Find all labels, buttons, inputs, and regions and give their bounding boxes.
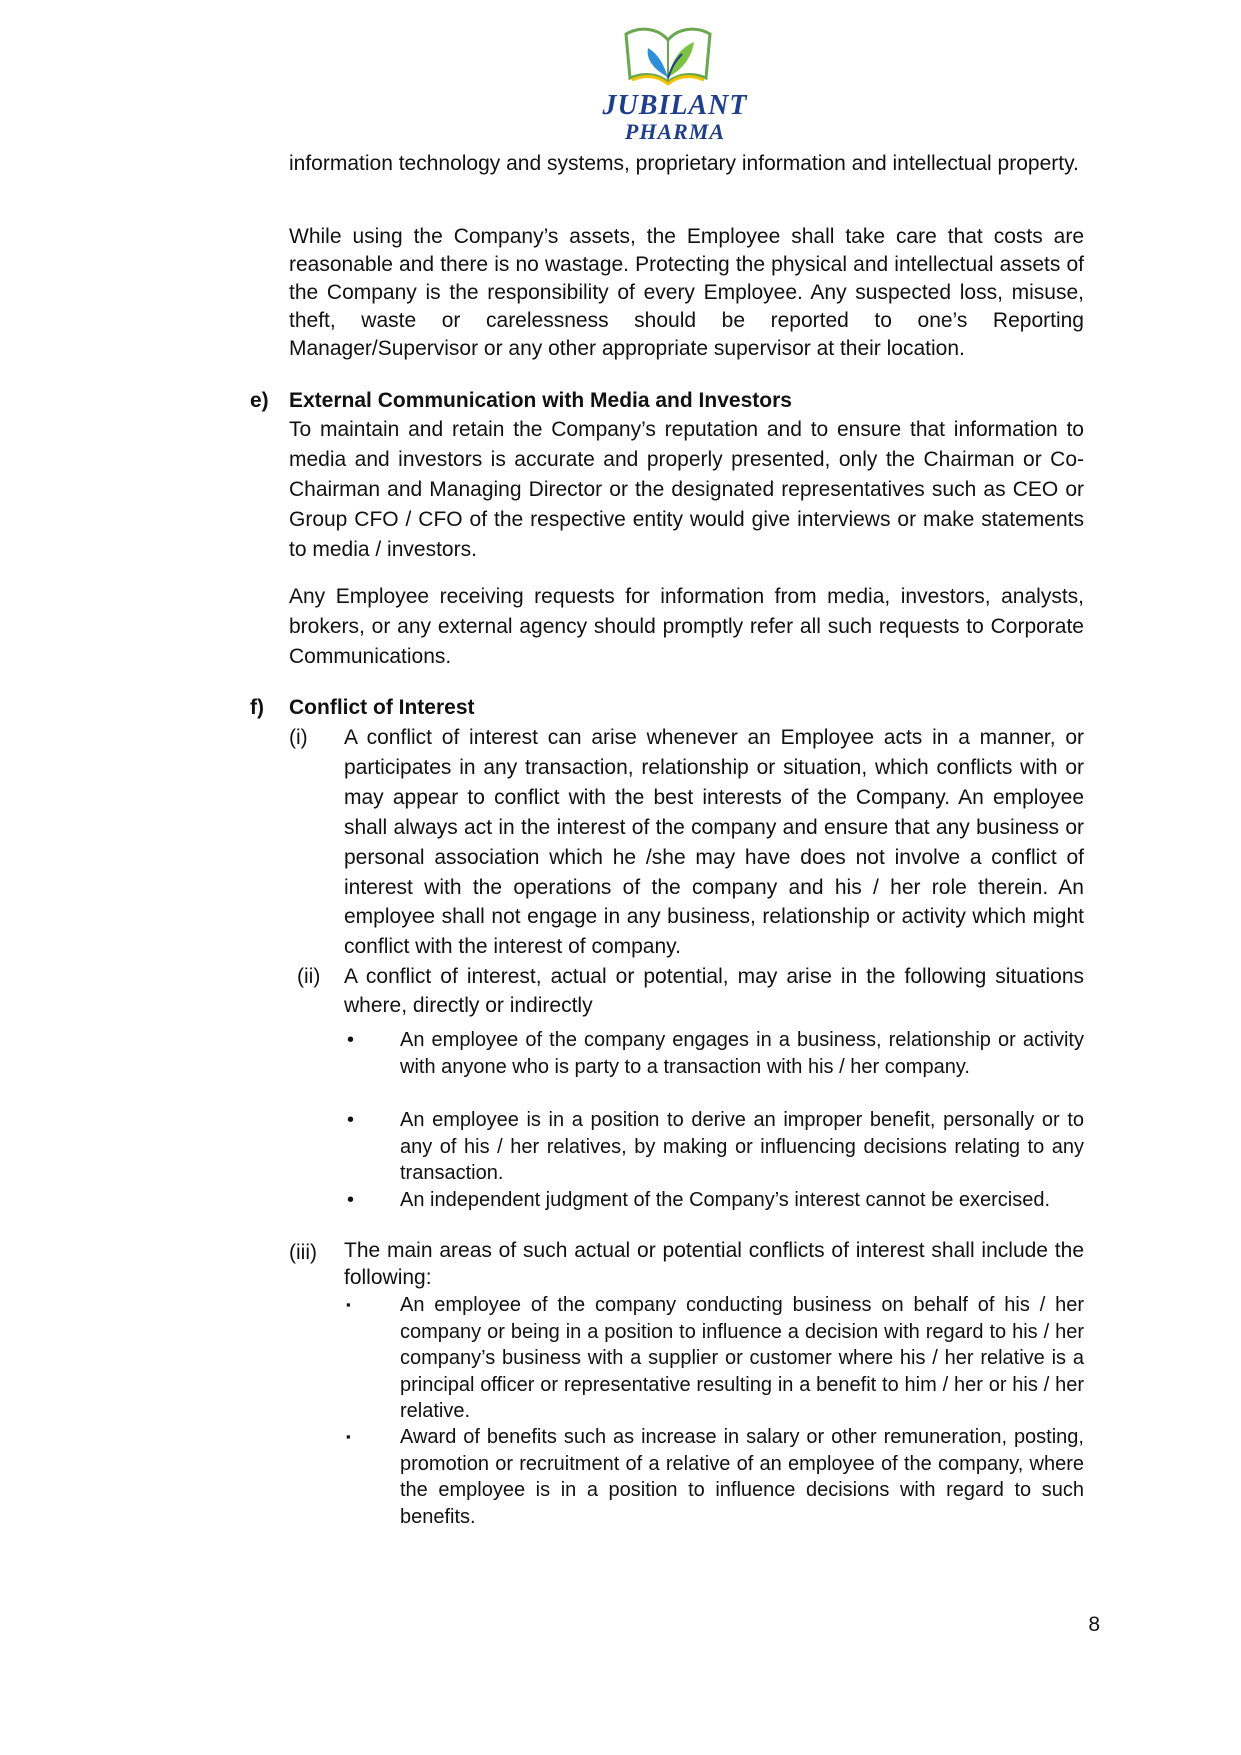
bullet-square-icon: ▪ bbox=[346, 1297, 351, 1312]
book-butterfly-icon bbox=[618, 20, 718, 90]
bullet-dot-icon: • bbox=[347, 1029, 355, 1051]
intro-continuation: information technology and systems, proprietary information and intellectual property. bbox=[289, 152, 1079, 175]
bullet-dot-icon: • bbox=[347, 1109, 355, 1131]
company-logo bbox=[588, 20, 748, 144]
page-number: 8 bbox=[1088, 1613, 1100, 1636]
item-i-marker: (i) bbox=[289, 726, 308, 749]
item-iii-bullet-1: An employee of the company conducting business on behalf of his / her company or being in a position to influence a decision with regard to his / her company’s business with a supplier or customer where his / her relative is a principal officer or representative resulting in a benefit to him / her or his / her relative. bbox=[400, 1294, 1084, 1422]
section-e-paragraph-2: Any Employee receiving requests for information from media, investors, analysts, brokers, or any external agency should promptly refer all such requests to Corporate Communications. bbox=[289, 585, 1084, 668]
section-f-heading: Conflict of Interest bbox=[289, 696, 475, 719]
section-e-paragraph-1: To maintain and retain the Company’s reputation and to ensure that information to media and investors is accurate and properly presented, only the Chairman or Co-Chairman and Managing Director or the designated representatives such as CEO or Group CFO / CFO of the respective entity would give interviews or make statements to media / investors. bbox=[289, 418, 1084, 561]
item-iii-text: The main areas of such actual or potential conflicts of interest shall include the following: bbox=[344, 1239, 1084, 1289]
intro-paragraph: While using the Company’s assets, the Employee shall take care that costs are reasonable and there is no wastage. Protecting the physical and intellectual assets of the Company is the responsibility of every Employee. Any suspected loss, misuse, theft, waste or carelessness should be reported to one’s Reporting Manager/Supervisor or any other appropriate supervisor at their location. bbox=[289, 225, 1084, 360]
logo-text-line2: PHARMA bbox=[624, 119, 726, 144]
section-f-marker: f) bbox=[250, 696, 264, 719]
item-ii-bullet-1: An employee of the company engages in a business, relationship or activity with anyone who is party to a transaction with his / her company. bbox=[400, 1029, 1084, 1078]
bullet-dot-icon: • bbox=[347, 1189, 355, 1211]
logo-text-line1: JUBILANT bbox=[602, 90, 748, 121]
item-ii-marker: (ii) bbox=[297, 965, 321, 988]
item-ii-text: A conflict of interest, actual or potential, may arise in the following situations where, directly or indirectly bbox=[344, 965, 1084, 1017]
item-iii-bullet-2: Award of benefits such as increase in salary or other remuneration, posting, promotion or recruitment of a relative of an employee of the company, where the employee is in a position to influence decisions with regard to such benefits. bbox=[400, 1426, 1084, 1528]
section-e-heading: External Communication with Media and Investors bbox=[289, 389, 792, 412]
section-e-marker: e) bbox=[250, 389, 269, 412]
bullet-square-icon: ▪ bbox=[346, 1429, 351, 1444]
item-ii-bullet-2: An employee is in a position to derive an improper benefit, personally or to any of his / her relatives, by making or influencing decisions relating to any transaction. bbox=[400, 1109, 1084, 1184]
item-ii-bullet-3: An independent judgment of the Company’s interest cannot be exercised. bbox=[400, 1189, 1051, 1211]
item-i-text: A conflict of interest can arise whenever an Employee acts in a manner, or participates in any transaction, relationship or situation, which conflicts with or may appear to conflict with the best interests of the Company. An employee shall always act in the interest of the company and ensure that any business or personal association which he /she may have does not involve a conflict of interest with the operations of the company and his / her role therein. An employee shall not engage in any business, relationship or activity which might conflict with the interest of company. bbox=[344, 726, 1084, 959]
item-iii-marker: (iii) bbox=[289, 1241, 317, 1264]
